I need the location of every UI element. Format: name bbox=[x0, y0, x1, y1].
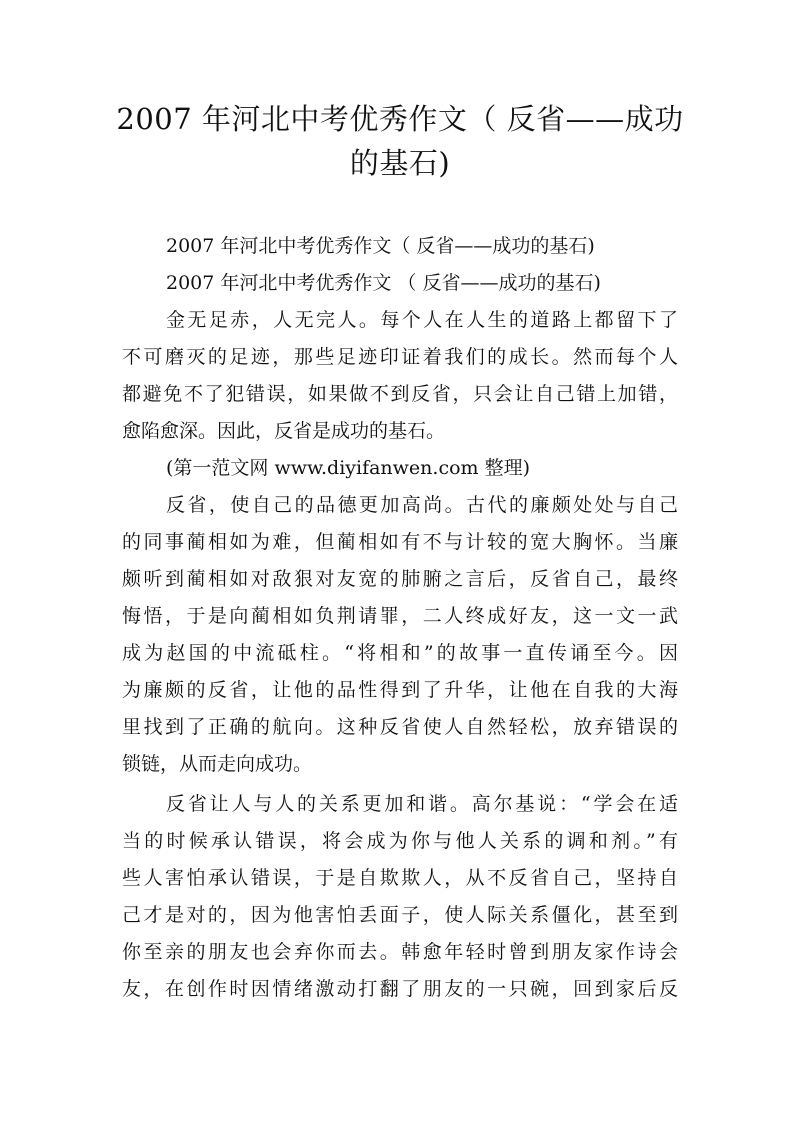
paragraph-line: 反省让人与人的关系更加和谐。高尔基说：“学会在适 bbox=[166, 793, 678, 815]
paragraph-line: 友，在创作时因情绪激动打翻了朋友的一只碗，回到家后反 bbox=[122, 978, 678, 1000]
paragraph-line: 金无足赤，人无完人。每个人在人生的道路上都留下了 bbox=[166, 309, 678, 331]
document-body bbox=[122, 228, 678, 1008]
paragraph-line: 己才是对的，因为他害怕丢面子，使人际关系僵化，甚至到 bbox=[122, 904, 678, 926]
paragraph-line: 都避免不了犯错误，如果做不到反省，只会让自己错上加错， bbox=[122, 383, 678, 405]
document-title bbox=[110, 97, 690, 185]
title-line-1: 2007 年河北中考优秀作文（ 反省——成功 bbox=[116, 102, 684, 136]
paragraph-line: 里找到了正确的航向。这种反省使人自然轻松，放弃错误的 bbox=[122, 716, 678, 738]
paragraph-line: 的同事蔺相如为难，但蔺相如有不与计较的宽大胸怀。当廉 bbox=[122, 531, 678, 553]
paragraph-line: 悔悟，于是向蔺相如负荆请罪，二人终成好友，这一文一武 bbox=[122, 605, 678, 627]
paragraph-line: 颇听到蔺相如对敌狠对友宽的肺腑之言后，反省自己，最终 bbox=[122, 568, 678, 590]
paragraph-line: 反省，使自己的品德更加高尚。古代的廉颇处处与自己 bbox=[166, 494, 678, 516]
paragraph-line: 些人害怕承认错误，于是自欺欺人，从不反省自己，坚持自 bbox=[122, 867, 678, 889]
subtitle-line-repeat: 2007 年河北中考优秀作文 （ 反省——成功的基石) bbox=[166, 272, 601, 294]
subtitle-line: 2007 年河北中考优秀作文（ 反省——成功的基石) bbox=[166, 235, 595, 257]
source-note: (第一范文网 www.diyifanwen.com 整理) bbox=[166, 457, 531, 479]
title-line-2: 的基石) bbox=[349, 146, 451, 180]
paragraph-line: 成为赵国的中流砥柱。“将相和”的故事一直传诵至今。因 bbox=[122, 642, 678, 664]
paragraph-line: 不可磨灭的足迹，那些足迹印证着我们的成长。然而每个人 bbox=[122, 346, 678, 368]
paragraph-line: 当的时候承认错误，将会成为你与他人关系的调和剂。”有 bbox=[122, 830, 678, 852]
paragraph-line: 锁链，从而走向成功。 bbox=[122, 753, 313, 775]
paragraph-line: 愈陷愈深。因此，反省是成功的基石。 bbox=[122, 420, 446, 442]
paragraph-line: 为廉颇的反省，让他的品性得到了升华，让他在自我的大海 bbox=[122, 679, 678, 701]
paragraph-line: 你至亲的朋友也会弃你而去。韩愈年轻时曾到朋友家作诗会 bbox=[122, 941, 678, 963]
